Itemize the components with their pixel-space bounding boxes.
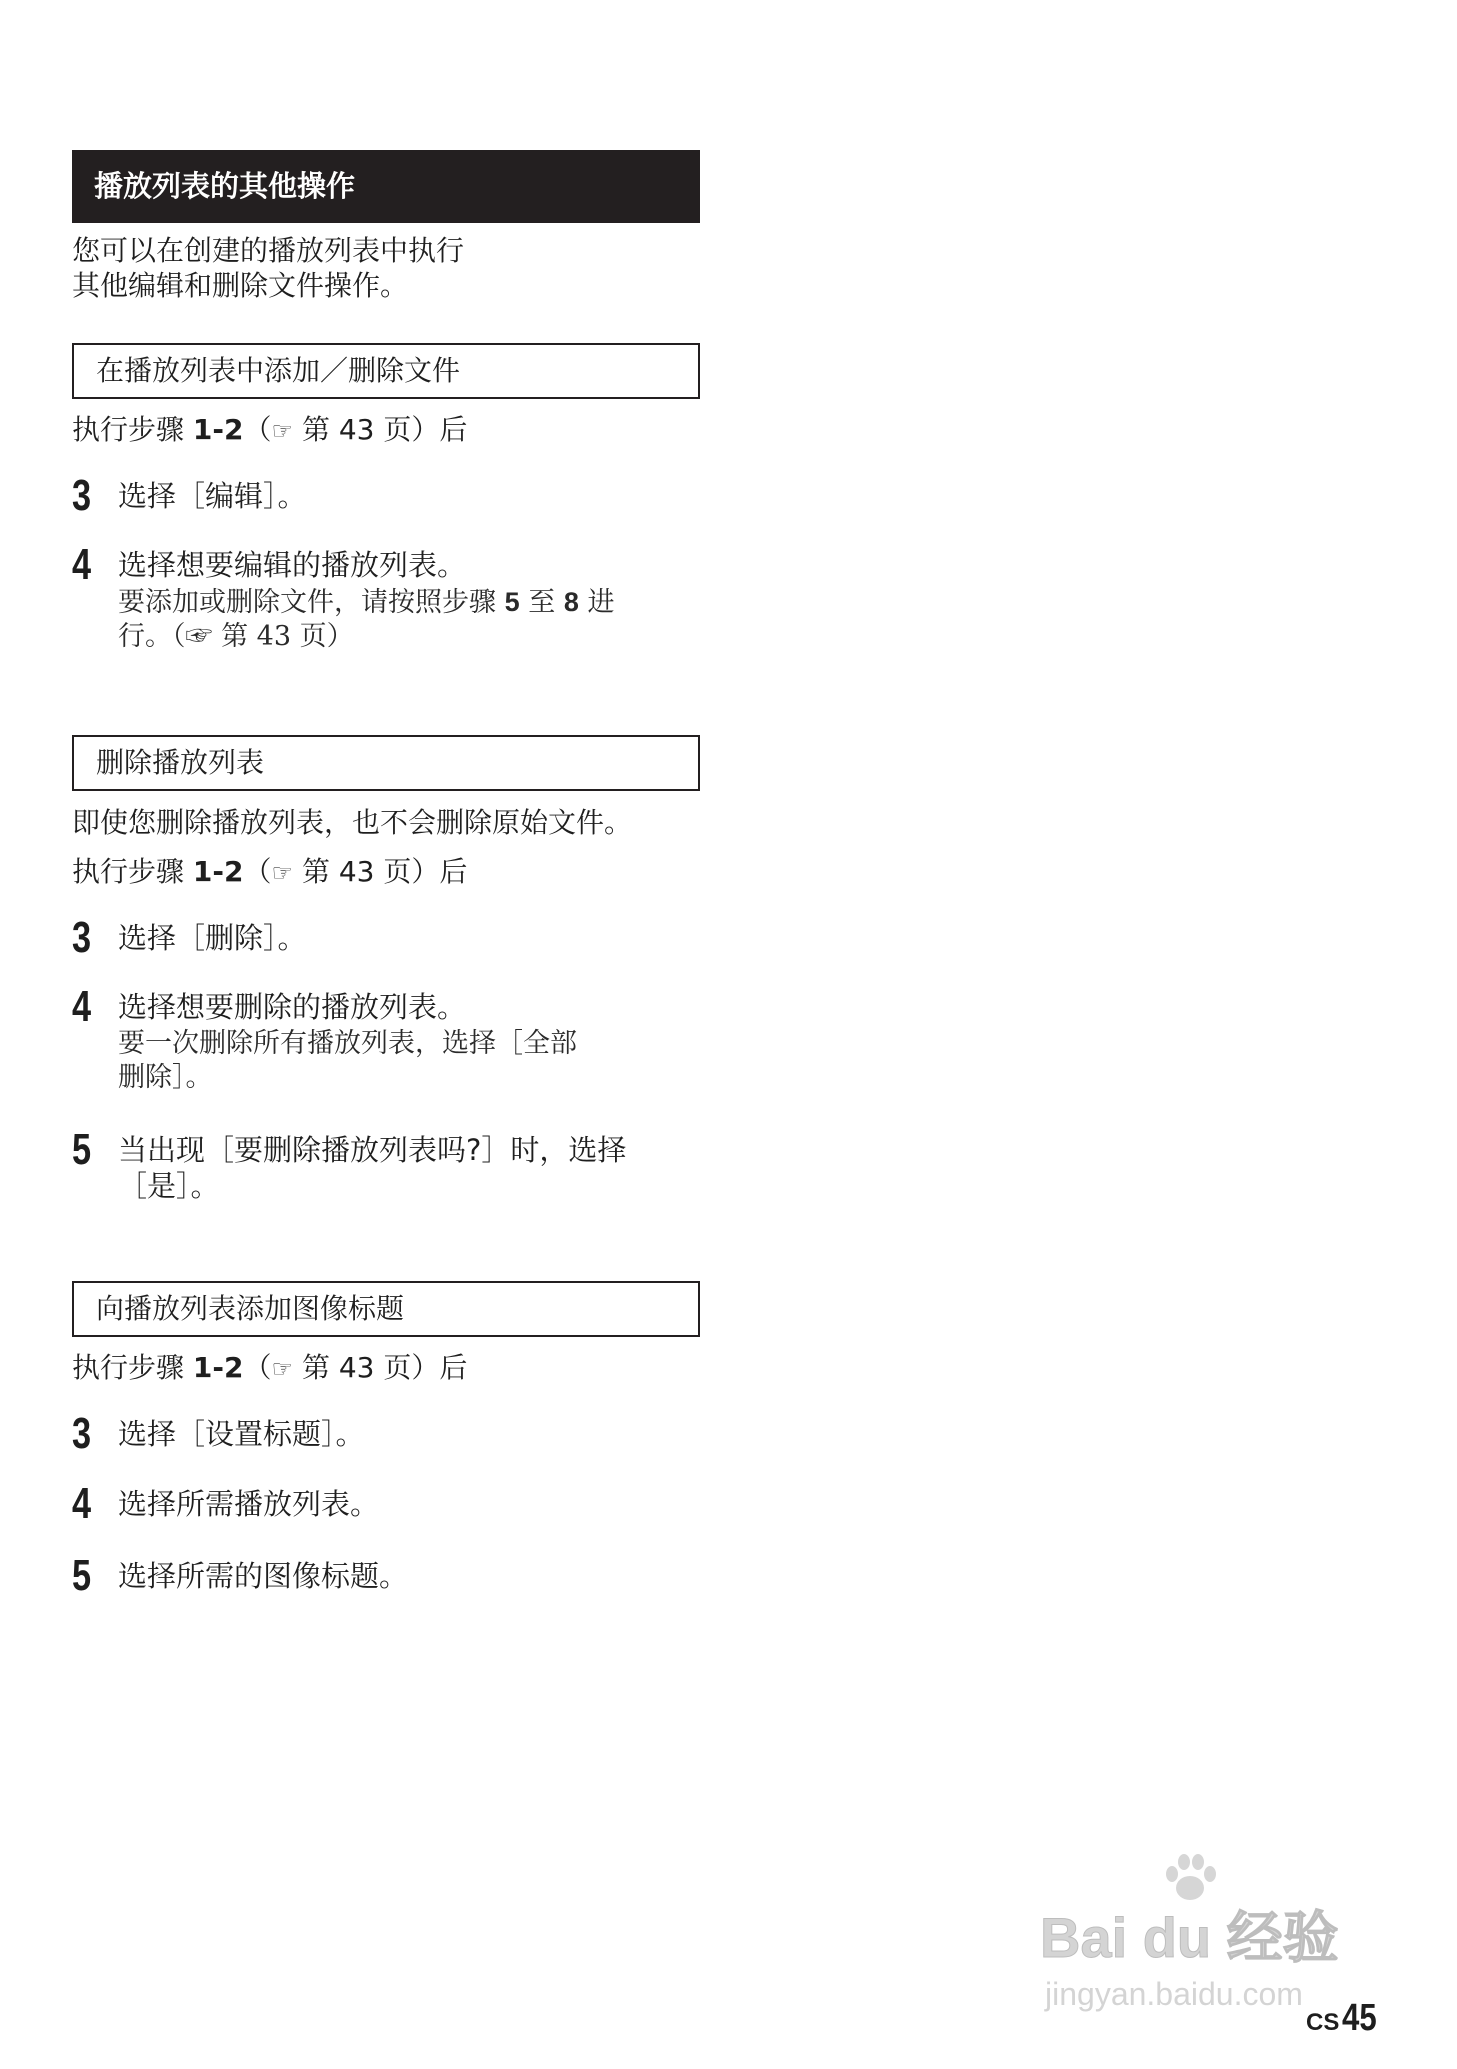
desc-text: 至	[528, 587, 556, 618]
step-title: 选择［设置标题］。	[118, 1417, 365, 1451]
intro-paragraph	[72, 233, 700, 303]
note-text: 即使您删除播放列表，也不会删除原始文件。	[72, 806, 633, 839]
step-number: 4	[72, 1479, 92, 1528]
baidu-watermark	[1040, 1848, 1380, 2018]
prerequisite-line	[72, 412, 467, 449]
prereq-prefix: 执行步骤	[72, 855, 185, 888]
pointing-hand-icon: ☞	[271, 859, 294, 887]
prereq-close: ）后	[411, 413, 468, 446]
prereq-steps: 1-2	[192, 1351, 244, 1384]
prereq-steps: 1-2	[192, 413, 244, 446]
step-title: 选择［删除］。	[118, 921, 307, 955]
intro-line-1: 您可以在创建的播放列表中执行	[72, 234, 465, 267]
desc-text: 要添加或删除文件，请按照步骤	[118, 587, 496, 618]
step-title: 选择所需的图像标题。	[118, 1559, 409, 1593]
section-title-banner: 播放列表的其他操作	[72, 150, 700, 223]
desc-text: 进	[587, 587, 615, 618]
prereq-prefix: 执行步骤	[72, 1351, 185, 1384]
step-ref-number: 8	[563, 587, 579, 617]
watermark-url: jingyan.baidu.com	[1045, 1976, 1303, 2012]
step-number: 3	[72, 913, 92, 962]
step-title-cont: ［是］。	[118, 1169, 220, 1203]
step-title: 选择想要删除的播放列表。	[118, 990, 467, 1024]
prereq-open: （	[243, 855, 272, 888]
prereq-open: （	[243, 413, 272, 446]
pointing-hand-icon: ☞	[271, 417, 294, 445]
desc-text: 要一次删除所有播放列表，选择［全部	[118, 1028, 577, 1059]
step-title: 选择想要编辑的播放列表。	[118, 548, 467, 582]
paw-icon	[1160, 1848, 1220, 1908]
prereq-close: ）后	[411, 855, 468, 888]
desc-text: 删除］。	[118, 1062, 213, 1093]
desc-text: 行。（☞ 第 43 页）	[118, 621, 354, 652]
step-number: 5	[72, 1125, 92, 1174]
prereq-page-ref: 第 43 页	[301, 1351, 412, 1384]
step-ref-number: 5	[504, 587, 520, 617]
prereq-close: ）后	[411, 1351, 468, 1384]
prereq-open: （	[243, 1351, 272, 1384]
subsection-header-add-remove: 在播放列表中添加／删除文件	[72, 343, 700, 399]
prereq-steps: 1-2	[192, 855, 244, 888]
subsection-header-delete: 删除播放列表	[72, 735, 700, 791]
prerequisite-line	[72, 1350, 467, 1387]
step-number: 5	[72, 1551, 92, 1600]
step-title: 选择所需播放列表。	[118, 1487, 380, 1521]
subsection-header-image-title: 向播放列表添加图像标题	[72, 1281, 700, 1337]
step-number: 3	[72, 471, 92, 520]
step-title: 选择［编辑］。	[118, 479, 307, 513]
step-description	[118, 585, 738, 654]
step-number: 4	[72, 982, 92, 1031]
intro-line-2: 其他编辑和删除文件操作。	[72, 269, 409, 302]
pointing-hand-icon: ☞	[271, 1355, 294, 1383]
prerequisite-line	[72, 854, 467, 891]
page-number: 45	[1342, 1997, 1377, 2039]
prereq-prefix: 执行步骤	[72, 413, 185, 446]
step-number: 3	[72, 1409, 92, 1458]
step-description	[118, 1027, 738, 1095]
step-number: 4	[72, 540, 92, 589]
prereq-page-ref: 第 43 页	[301, 855, 412, 888]
step-title: 当出现［要删除播放列表吗?］时，选择	[118, 1133, 627, 1167]
watermark-brand: Bai du 经验	[1040, 1906, 1339, 1969]
prereq-page-ref: 第 43 页	[301, 413, 412, 446]
language-code: CS	[1306, 2009, 1340, 2036]
